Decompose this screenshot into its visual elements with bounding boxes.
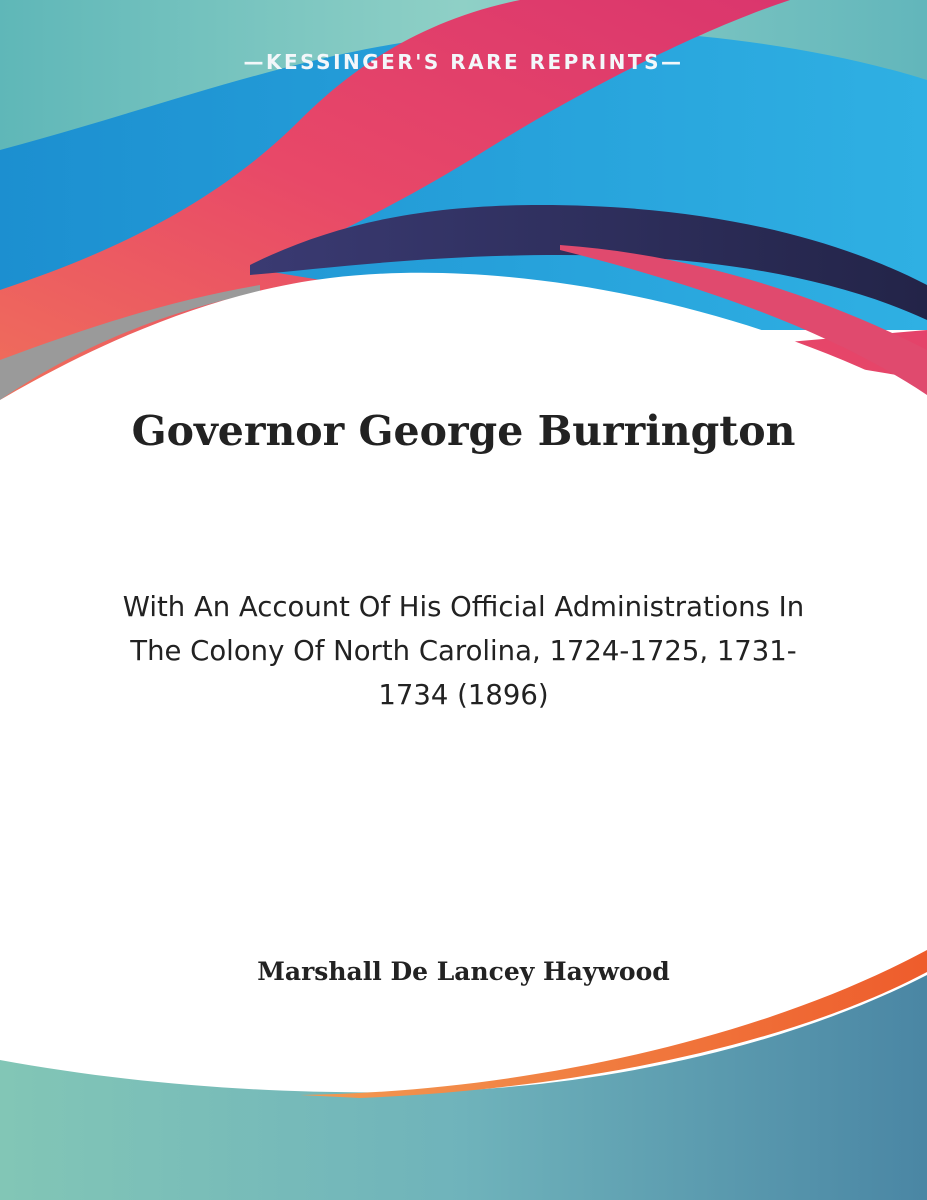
book-subtitle: With An Account Of His Official Administrations In The Colony Of North Carolina, 1724-1725, 1731-1734 (1896) <box>122 591 805 711</box>
book-title: Governor George Burrington <box>131 407 796 455</box>
book-author: Marshall De Lancey Haywood <box>257 957 670 986</box>
publisher-banner: —KESSINGER'S RARE REPRINTS— <box>243 50 684 74</box>
